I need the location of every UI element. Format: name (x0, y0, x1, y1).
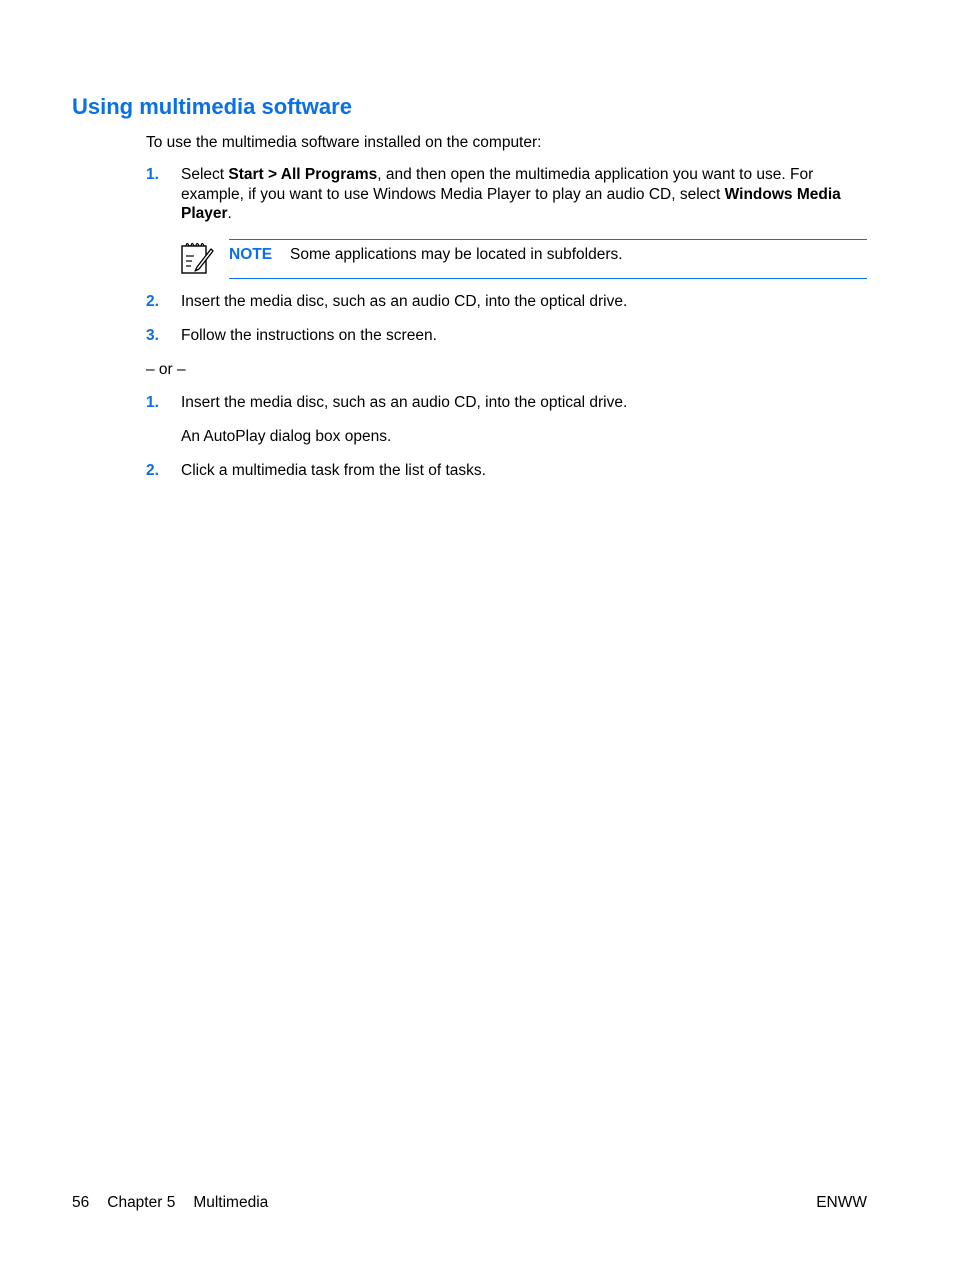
footer-chapter-title: Multimedia (193, 1194, 269, 1211)
list-item (146, 461, 868, 481)
step-text: Insert the media disc, such as an audio CD, into the optical drive. (181, 293, 628, 310)
step-number: 2. (146, 462, 159, 479)
note-box (229, 239, 867, 279)
autoplay-paragraph: An AutoPlay dialog box opens. (181, 428, 392, 445)
step-text-bold: Windows Media Player (181, 185, 841, 222)
step-text: Follow the instructions on the screen. (181, 327, 437, 344)
footer-chapter: Chapter 5 (107, 1194, 176, 1211)
note-label: NOTE (229, 246, 273, 263)
list-item (146, 165, 868, 224)
page-footer-right: ENWW (816, 1194, 867, 1211)
or-separator: – or – (146, 361, 186, 378)
step-text-run: , and then open the multimedia application you want to use. For example, if you want to use Windows Media Player to play an audio CD, select (181, 166, 814, 203)
list-item (146, 326, 868, 346)
list-item (146, 292, 868, 312)
list-item (146, 393, 868, 413)
step-text-bold: Start > All Programs (228, 166, 378, 183)
page-footer-left (72, 1193, 268, 1213)
step-number: 1. (146, 166, 159, 183)
step-text-run: Select (181, 166, 229, 183)
step-number: 3. (146, 327, 159, 344)
page-number: 56 (72, 1194, 90, 1211)
step-text: Click a multimedia task from the list of tasks. (181, 462, 486, 479)
note-text: Some applications may be located in subfolders. (290, 246, 623, 263)
section-heading: Using multimedia software (72, 94, 352, 119)
note-pad-icon (180, 240, 214, 276)
step-text: Insert the media disc, such as an audio CD, into the optical drive. (181, 394, 628, 411)
step-text (181, 165, 868, 224)
step-number: 2. (146, 293, 159, 310)
step-text-run: . (227, 205, 232, 222)
step-number: 1. (146, 394, 159, 411)
intro-paragraph: To use the multimedia software installed on the computer: (146, 134, 542, 151)
